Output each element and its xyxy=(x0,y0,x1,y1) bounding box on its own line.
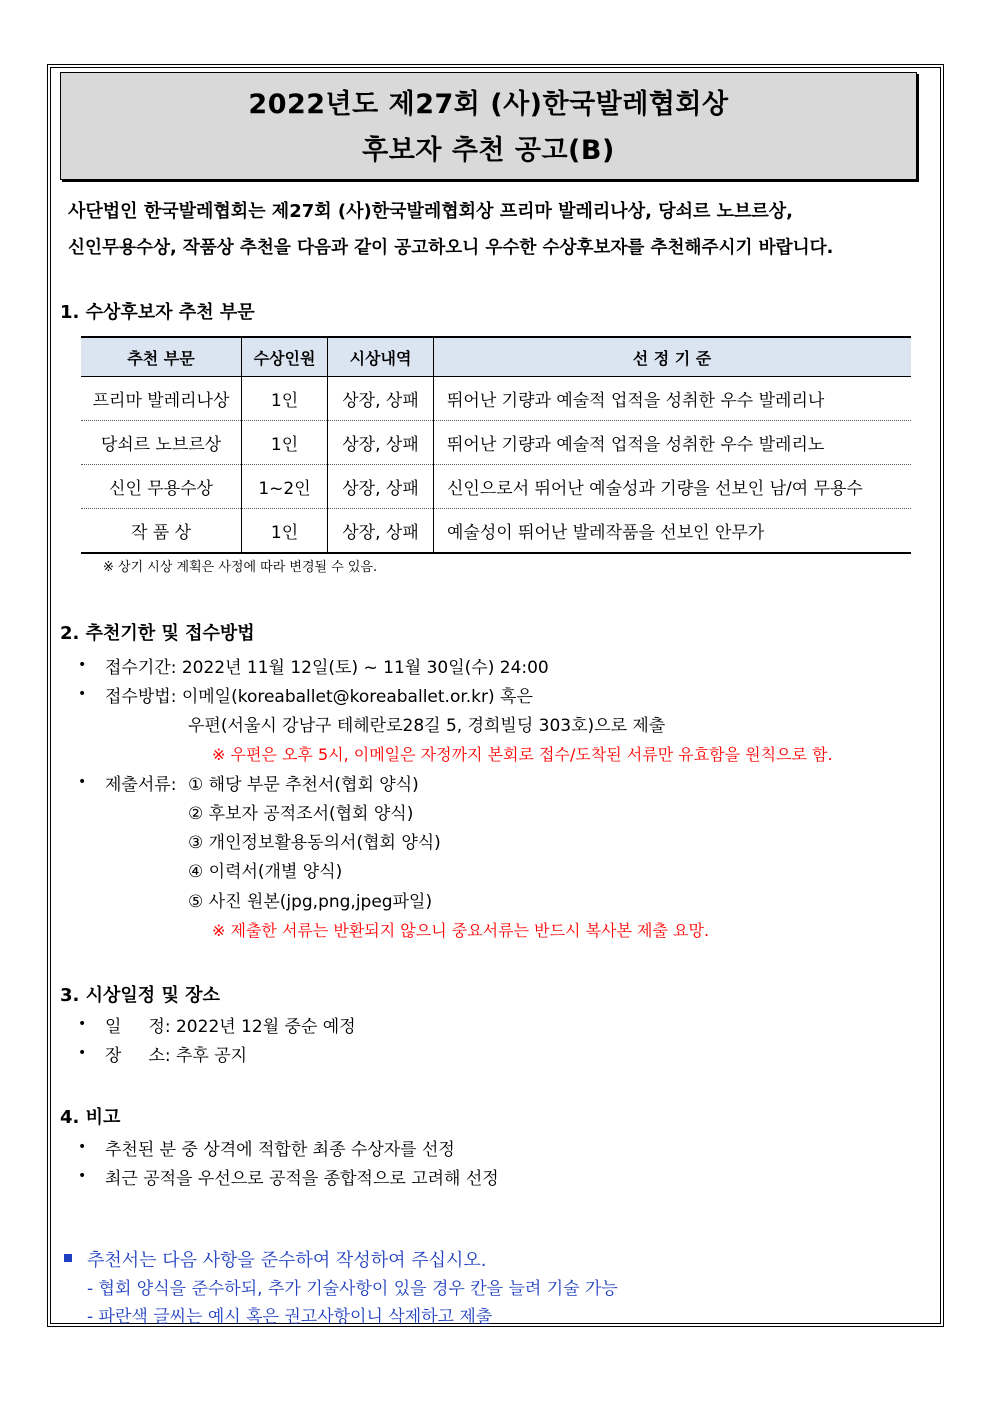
doc-item: ① 해당 부문 추천서(협회 양식) xyxy=(188,775,419,795)
title-line-1: 2022년도 제27회 (사)한국발레협회상 xyxy=(248,89,729,120)
header-count: 수상인원 xyxy=(242,337,328,377)
intro-line-1: 사단법인 한국발레협회는 제27회 (사)한국발레협회상 프리마 발레리나상, 당쇠르 노브르상, xyxy=(68,201,794,222)
cell-criteria: 뛰어난 기량과 예술적 업적을 성취한 우수 발레리나 xyxy=(434,377,912,421)
intro-paragraph xyxy=(68,194,948,266)
table-header-row xyxy=(81,337,911,377)
table-note: ※ 상기 시상 계획은 사정에 따라 변경될 수 있음. xyxy=(103,560,378,575)
docs-note: ※ 제출한 서류는 반환되지 않으니 중요서류는 반드시 복사본 제출 요망. xyxy=(212,921,710,940)
bullet-icon: • xyxy=(78,774,87,790)
header-category: 추천 부문 xyxy=(81,337,242,377)
doc-item: ② 후보자 공적조서(협회 양식) xyxy=(188,804,414,824)
doc-item: ④ 이력서(개별 양식) xyxy=(188,862,343,882)
method-line-2: 우편(서울시 강남구 테헤란로28길 5, 경희빌딩 303호)으로 제출 xyxy=(188,716,666,736)
section-2-title: 2. 추천기한 및 접수방법 xyxy=(60,623,255,644)
cell-prize: 상장, 상패 xyxy=(328,465,434,509)
cell-category: 당쇠르 노브르상 xyxy=(81,421,242,465)
title-box xyxy=(60,72,917,180)
method-line-1: 접수방법: 이메일(koreaballet@koreaballet.or.kr) 혹은 xyxy=(105,687,533,707)
cell-count: 1인 xyxy=(242,509,328,554)
cell-count: 1~2인 xyxy=(242,465,328,509)
guide-item: - 협회 양식을 준수하되, 추가 기술사항이 있을 경우 칸을 늘려 기술 가능 xyxy=(87,1279,618,1299)
cell-count: 1인 xyxy=(242,377,328,421)
bullet-icon: • xyxy=(78,1016,87,1032)
bullet-icon: • xyxy=(78,1139,87,1155)
table-row xyxy=(81,509,911,554)
cell-prize: 상장, 상패 xyxy=(328,421,434,465)
guide-item: - 파란색 글씨는 예시 혹은 권고사항이니 삭제하고 제출 xyxy=(87,1307,493,1327)
section-4-title: 4. 비고 xyxy=(60,1107,121,1128)
title-line-2: 후보자 추천 공고(B) xyxy=(362,135,615,166)
cell-prize: 상장, 상패 xyxy=(328,377,434,421)
table-row xyxy=(81,465,911,509)
bullet-icon: • xyxy=(78,1168,87,1184)
guide-heading: 추천서는 다음 사항을 준수하여 작성하여 주십시오. xyxy=(87,1250,487,1271)
awards-table xyxy=(81,336,911,554)
section-3-title: 3. 시상일정 및 장소 xyxy=(60,985,220,1006)
cell-prize: 상장, 상패 xyxy=(328,509,434,554)
cell-criteria: 뛰어난 기량과 예술적 업적을 성취한 우수 발레리노 xyxy=(434,421,912,465)
bullet-icon: • xyxy=(78,686,87,702)
section-1-title: 1. 수상후보자 추천 부문 xyxy=(60,302,255,323)
period-text: 접수기간: 2022년 11월 12일(토) ~ 11월 30일(수) 24:00 xyxy=(105,658,549,678)
remark-item: 추천된 분 중 상격에 적합한 최종 수상자를 선정 xyxy=(105,1140,455,1160)
remark-item: 최근 공적을 우선으로 공적을 종합적으로 고려해 선정 xyxy=(105,1169,499,1189)
square-bullet-icon xyxy=(64,1254,72,1262)
bullet-icon: • xyxy=(78,1045,87,1061)
cell-category: 작 품 상 xyxy=(81,509,242,554)
docs-label: 제출서류: xyxy=(105,775,177,795)
header-criteria: 선 정 기 준 xyxy=(434,337,912,377)
cell-criteria: 신인으로서 뛰어난 예술성과 기량을 선보인 남/여 무용수 xyxy=(434,465,912,509)
cell-count: 1인 xyxy=(242,421,328,465)
table-row xyxy=(81,377,911,421)
intro-line-2: 신인무용수상, 작품상 추천을 다음과 같이 공고하오니 우수한 수상후보자를 추천해주시기 바랍니다. xyxy=(68,238,834,258)
doc-item: ③ 개인정보활용동의서(협회 양식) xyxy=(188,833,441,853)
cell-category: 신인 무용수상 xyxy=(81,465,242,509)
schedule-date: 일 정: 2022년 12월 중순 예정 xyxy=(105,1017,356,1037)
bullet-icon: • xyxy=(78,657,87,673)
cell-criteria: 예술성이 뛰어난 발레작품을 선보인 안무가 xyxy=(434,509,912,554)
header-prize: 시상내역 xyxy=(328,337,434,377)
method-note: ※ 우편은 오후 5시, 이메일은 자정까지 본회로 접수/도착된 서류만 유효함을 원칙으로 함. xyxy=(212,745,833,764)
doc-item: ⑤ 사진 원본(jpg,png,jpeg파일) xyxy=(188,892,433,912)
table-row xyxy=(81,421,911,465)
schedule-place: 장 소: 추후 공지 xyxy=(105,1046,248,1066)
cell-category: 프리마 발레리나상 xyxy=(81,377,242,421)
